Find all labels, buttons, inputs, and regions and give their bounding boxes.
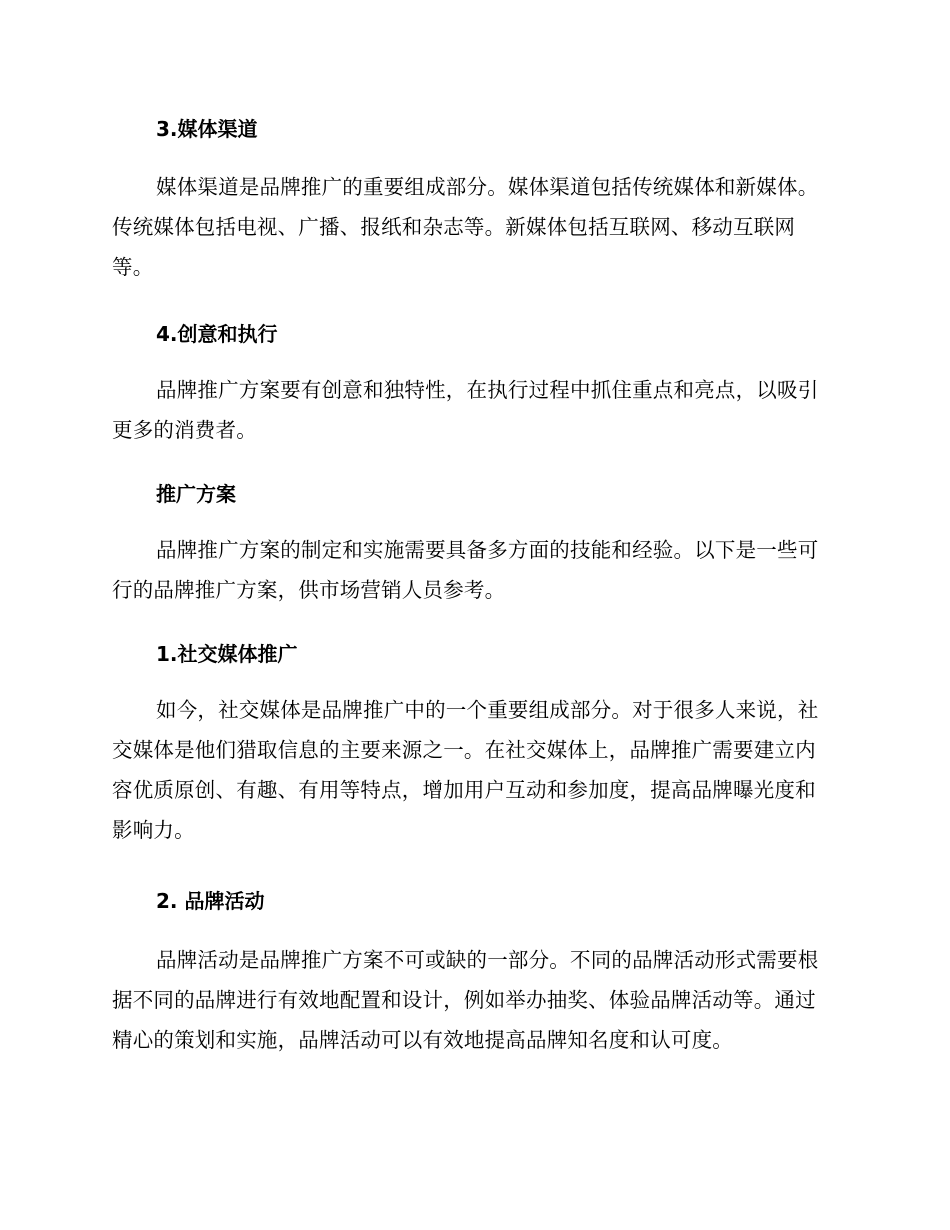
section-paragraph-brand-events: 品牌活动是品牌推广方案不可或缺的一部分。不同的品牌活动形式需要根据不同的品牌进行有效地配置和设计，例如举办抽奖、体验品牌活动等。通过精心的策划和实施，品牌活动可以有效地提高品牌知名度和认可度。 — [112, 948, 819, 1052]
section-paragraph-media-channels: 媒体渠道是品牌推广的重要组成部分。媒体渠道包括传统媒体和新媒体。传统媒体包括电视、广播、报纸和杂志等。新媒体包括互联网、移动互联网等。 — [112, 175, 819, 279]
section-heading-media-channels: 3.媒体渠道 — [156, 117, 258, 141]
section-heading-social-media: 1.社交媒体推广 — [156, 642, 298, 666]
section-heading-brand-events: 2. 品牌活动 — [156, 889, 265, 913]
section-paragraph-creativity-execution: 品牌推广方案要有创意和独特性，在执行过程中抓住重点和亮点，以吸引更多的消费者。 — [112, 378, 819, 442]
section-heading-creativity-execution: 4.创意和执行 — [156, 322, 278, 346]
section-heading-promotion-plan: 推广方案 — [156, 482, 236, 506]
section-paragraph-promotion-plan: 品牌推广方案的制定和实施需要具备多方面的技能和经验。以下是一些可行的品牌推广方案，供市场营销人员参考。 — [112, 538, 819, 602]
section-paragraph-social-media: 如今，社交媒体是品牌推广中的一个重要组成部分。对于很多人来说，社交媒体是他们猎取信息的主要来源之一。在社交媒体上，品牌推广需要建立内容优质原创、有趣、有用等特点，增加用户互动和参加度，提高品牌曝光度和影响力。 — [112, 698, 819, 842]
